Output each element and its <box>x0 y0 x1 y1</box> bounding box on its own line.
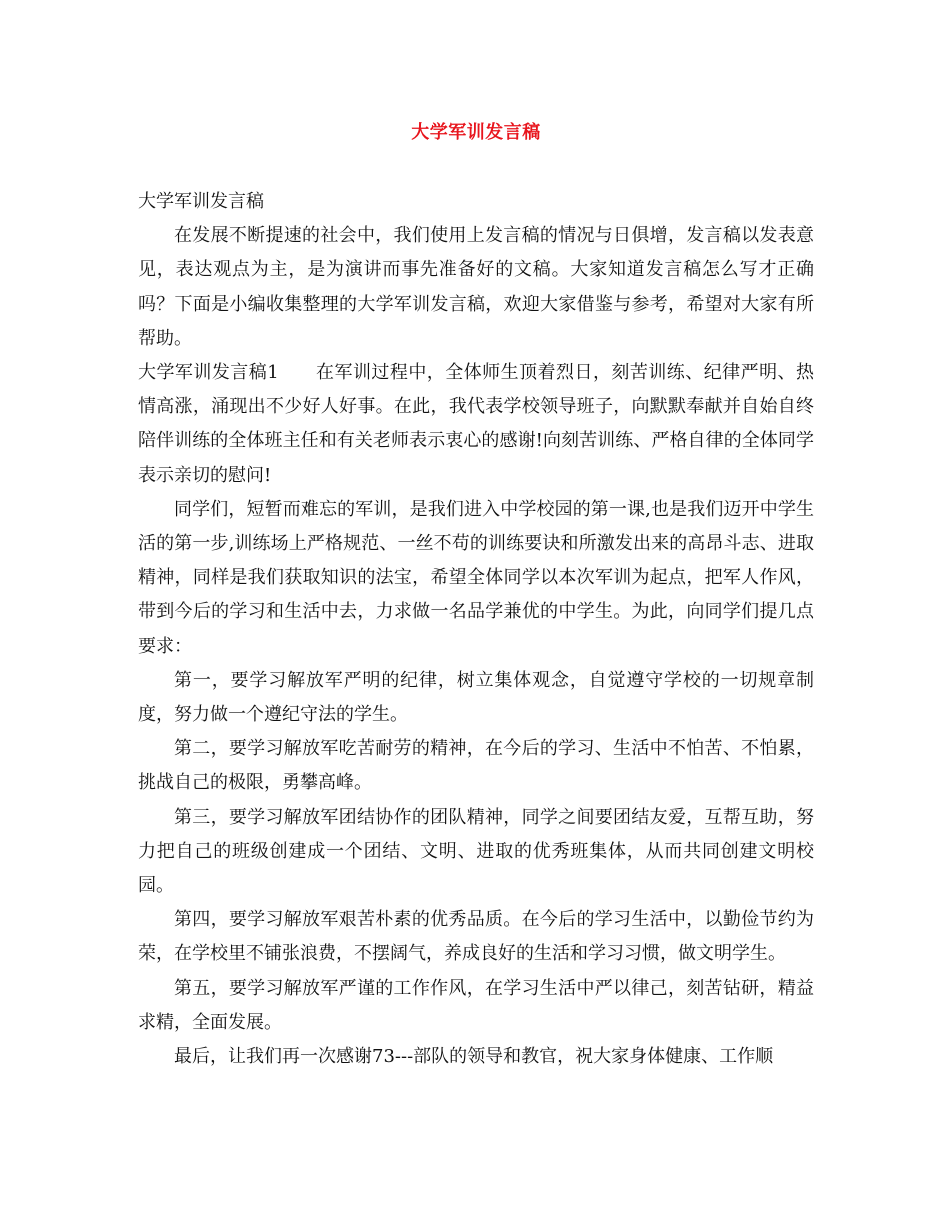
paragraph-heading: 大学军训发言稿 <box>138 191 264 212</box>
paragraph-fifth: 第五，要学习解放军严谨的工作作风，在学习生活中严以律己，刻苦钻研，精益求精，全面发展。 <box>138 977 814 1033</box>
paragraph-first: 第一，要学习解放军严明的纪律，树立集体观念，自觉遵守学校的一切规章制度，努力做一个遵纪守法的学生。 <box>138 669 814 726</box>
paragraph-second: 第二，要学习解放军吃苦耐劳的精神，在今后的学习、生活中不怕苦、不怕累，挑战自己的极限，勇攀高峰。 <box>138 738 814 794</box>
paragraph-speech-1: 大学军训发言稿1 在军训过程中，全体师生顶着烈日，刻苦训练、纪律严明、热情高涨，涌现出不少好人好事。在此，我代表学校领导班子，向默默奉献并自始自终陪伴训练的全体班主任和有关老师表示衷心的感谢!向刻苦训练、严格自律的全体同学表示亲切的慰问! <box>138 362 814 486</box>
paragraph-students: 同学们，短暂而难忘的军训，是我们进入中学校园的第一课,也是我们迈开中学生活的第一步,训练场上严格规范、一丝不苟的训练要诀和所激发出来的高昂斗志、进取精神，同样是我们获取知识的法宝，希望全体同学以本次军训为起点，把军人作风，带到今后的学习和生活中去，力求做一名品学兼优的中学生。为此，向同学们提几点要求： <box>138 498 814 657</box>
document-body <box>138 185 814 1074</box>
paragraph-third: 第三，要学习解放军团结协作的团队精神，同学之间要团结友爱，互帮互助，努力把自己的班级创建成一个团结、文明、进取的优秀班集体，从而共同创建文明校园。 <box>138 806 814 897</box>
paragraph-fourth: 第四，要学习解放军艰苦朴素的优秀品质。在今后的学习生活中，以勤俭节约为荣，在学校里不铺张浪费，不摆阔气，养成良好的生活和学习习惯，做文明学生。 <box>138 909 814 965</box>
paragraph-intro: 在发展不断提速的社会中，我们使用上发言稿的情况与日俱增，发言稿以发表意见，表达观点为主，是为演讲而事先准备好的文稿。大家知道发言稿怎么写才正确吗？下面是小编收集整理的大学军训发言稿，欢迎大家借鉴与参考，希望对大家有所帮助。 <box>138 225 814 349</box>
paragraph-closing: 最后，让我们再一次感谢73---部队的领导和教官，祝大家身体健康、工作顺 <box>174 1046 774 1068</box>
document-title: 大学军训发言稿 <box>411 122 541 143</box>
